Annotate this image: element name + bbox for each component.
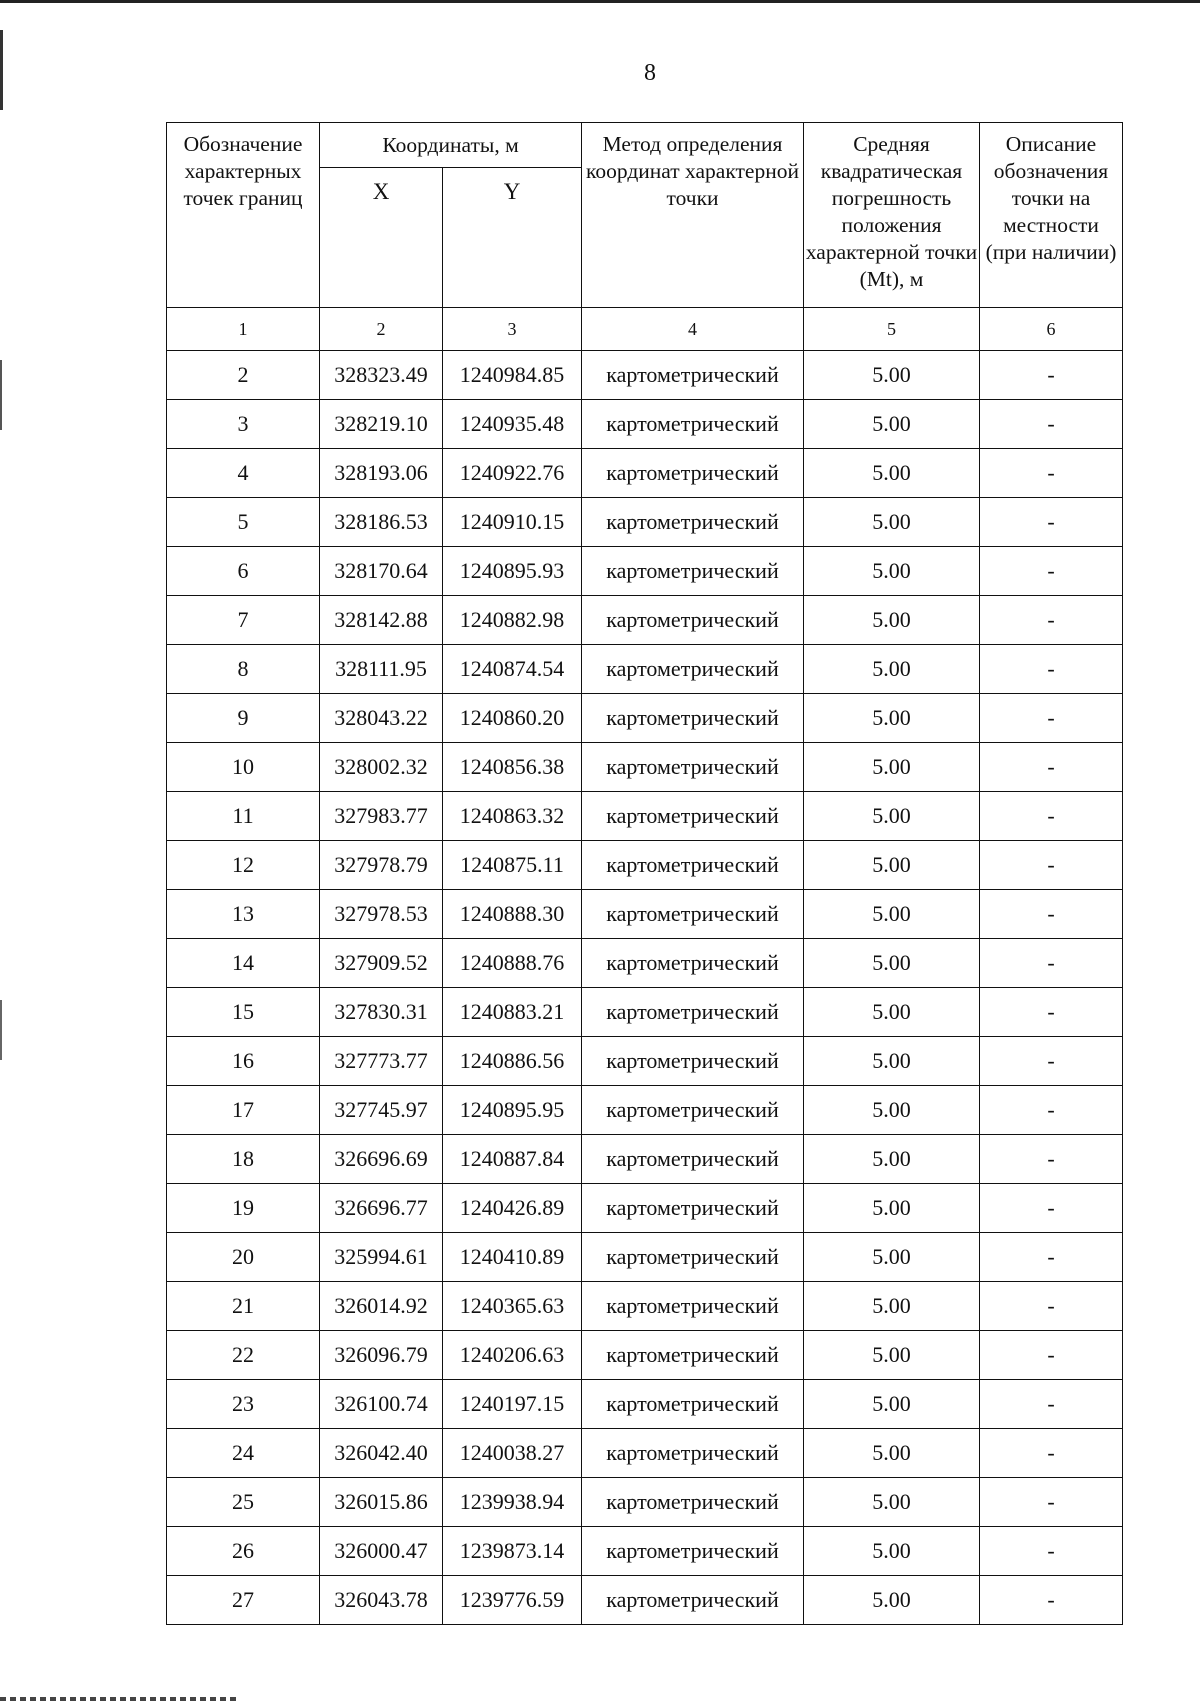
y-coordinate-cell: 1240887.84 <box>443 1135 582 1184</box>
point-cell: 17 <box>167 1086 320 1135</box>
method-cell: картометрический <box>582 1429 804 1478</box>
header-error: Средняя квадратическая погрешность положения характерной точки (Mt), м <box>804 123 980 308</box>
method-cell: картометрический <box>582 1233 804 1282</box>
x-coordinate-cell: 328111.95 <box>320 645 443 694</box>
error-cell: 5.00 <box>804 743 980 792</box>
table-row <box>167 1576 1123 1625</box>
point-cell: 19 <box>167 1184 320 1233</box>
error-cell: 5.00 <box>804 1478 980 1527</box>
error-cell: 5.00 <box>804 1086 980 1135</box>
point-cell: 5 <box>167 498 320 547</box>
table-row <box>167 400 1123 449</box>
method-cell: картометрический <box>582 890 804 939</box>
error-cell: 5.00 <box>804 645 980 694</box>
x-coordinate-cell: 328219.10 <box>320 400 443 449</box>
description-cell: - <box>980 596 1123 645</box>
error-cell: 5.00 <box>804 1135 980 1184</box>
method-cell: картометрический <box>582 1527 804 1576</box>
x-coordinate-cell: 326042.40 <box>320 1429 443 1478</box>
description-cell: - <box>980 1429 1123 1478</box>
table-row <box>167 1527 1123 1576</box>
point-cell: 18 <box>167 1135 320 1184</box>
description-cell: - <box>980 1184 1123 1233</box>
description-cell: - <box>980 1527 1123 1576</box>
table-row <box>167 547 1123 596</box>
header-x: X <box>320 168 443 308</box>
y-coordinate-cell: 1239938.94 <box>443 1478 582 1527</box>
y-coordinate-cell: 1240197.15 <box>443 1380 582 1429</box>
description-cell: - <box>980 743 1123 792</box>
description-cell: - <box>980 1331 1123 1380</box>
description-cell: - <box>980 351 1123 400</box>
y-coordinate-cell: 1240426.89 <box>443 1184 582 1233</box>
scan-edge-top <box>0 0 1200 3</box>
table-row <box>167 1086 1123 1135</box>
boundary-points-table <box>166 122 1123 1625</box>
error-cell: 5.00 <box>804 351 980 400</box>
y-coordinate-cell: 1240886.56 <box>443 1037 582 1086</box>
method-cell: картометрический <box>582 1135 804 1184</box>
x-coordinate-cell: 326696.77 <box>320 1184 443 1233</box>
point-cell: 15 <box>167 988 320 1037</box>
description-cell: - <box>980 1135 1123 1184</box>
x-coordinate-cell: 327773.77 <box>320 1037 443 1086</box>
error-cell: 5.00 <box>804 498 980 547</box>
x-coordinate-cell: 326043.78 <box>320 1576 443 1625</box>
method-cell: картометрический <box>582 988 804 1037</box>
table-row <box>167 988 1123 1037</box>
table-row <box>167 351 1123 400</box>
x-coordinate-cell: 326100.74 <box>320 1380 443 1429</box>
method-cell: картометрический <box>582 1331 804 1380</box>
description-cell: - <box>980 498 1123 547</box>
table-row <box>167 449 1123 498</box>
point-cell: 23 <box>167 1380 320 1429</box>
header-point: Обозначение характерных точек границ <box>167 123 320 308</box>
error-cell: 5.00 <box>804 596 980 645</box>
y-coordinate-cell: 1240888.30 <box>443 890 582 939</box>
y-coordinate-cell: 1240856.38 <box>443 743 582 792</box>
method-cell: картометрический <box>582 792 804 841</box>
error-cell: 5.00 <box>804 449 980 498</box>
header-coordinates: Координаты, м <box>320 123 582 168</box>
table-row <box>167 498 1123 547</box>
y-coordinate-cell: 1240038.27 <box>443 1429 582 1478</box>
table-row <box>167 1037 1123 1086</box>
description-cell: - <box>980 890 1123 939</box>
error-cell: 5.00 <box>804 1331 980 1380</box>
point-cell: 26 <box>167 1527 320 1576</box>
column-number-row <box>167 308 1123 351</box>
column-number: 1 <box>167 308 320 351</box>
error-cell: 5.00 <box>804 1233 980 1282</box>
header-y: Y <box>443 168 582 308</box>
y-coordinate-cell: 1240895.93 <box>443 547 582 596</box>
point-cell: 22 <box>167 1331 320 1380</box>
table-row <box>167 694 1123 743</box>
x-coordinate-cell: 328323.49 <box>320 351 443 400</box>
method-cell: картометрический <box>582 449 804 498</box>
point-cell: 25 <box>167 1478 320 1527</box>
method-cell: картометрический <box>582 1184 804 1233</box>
x-coordinate-cell: 328186.53 <box>320 498 443 547</box>
method-cell: картометрический <box>582 596 804 645</box>
x-coordinate-cell: 326096.79 <box>320 1331 443 1380</box>
point-cell: 4 <box>167 449 320 498</box>
table-row <box>167 1282 1123 1331</box>
point-cell: 27 <box>167 1576 320 1625</box>
table-row <box>167 890 1123 939</box>
y-coordinate-cell: 1240922.76 <box>443 449 582 498</box>
table-row <box>167 939 1123 988</box>
x-coordinate-cell: 328170.64 <box>320 547 443 596</box>
y-coordinate-cell: 1240895.95 <box>443 1086 582 1135</box>
point-cell: 13 <box>167 890 320 939</box>
method-cell: картометрический <box>582 351 804 400</box>
description-cell: - <box>980 400 1123 449</box>
method-cell: картометрический <box>582 1282 804 1331</box>
description-cell: - <box>980 988 1123 1037</box>
method-cell: картометрический <box>582 400 804 449</box>
error-cell: 5.00 <box>804 547 980 596</box>
y-coordinate-cell: 1240935.48 <box>443 400 582 449</box>
method-cell: картометрический <box>582 1086 804 1135</box>
page-number: 8 <box>644 60 656 86</box>
point-cell: 24 <box>167 1429 320 1478</box>
error-cell: 5.00 <box>804 792 980 841</box>
point-cell: 2 <box>167 351 320 400</box>
method-cell: картометрический <box>582 841 804 890</box>
point-cell: 21 <box>167 1282 320 1331</box>
method-cell: картометрический <box>582 498 804 547</box>
y-coordinate-cell: 1240883.21 <box>443 988 582 1037</box>
column-number: 5 <box>804 308 980 351</box>
x-coordinate-cell: 328002.32 <box>320 743 443 792</box>
point-cell: 7 <box>167 596 320 645</box>
error-cell: 5.00 <box>804 1184 980 1233</box>
point-cell: 11 <box>167 792 320 841</box>
error-cell: 5.00 <box>804 988 980 1037</box>
column-number: 3 <box>443 308 582 351</box>
x-coordinate-cell: 328043.22 <box>320 694 443 743</box>
y-coordinate-cell: 1240863.32 <box>443 792 582 841</box>
table-header <box>167 123 1123 351</box>
x-coordinate-cell: 327983.77 <box>320 792 443 841</box>
table-row <box>167 841 1123 890</box>
table-row <box>167 1184 1123 1233</box>
table-row <box>167 645 1123 694</box>
description-cell: - <box>980 939 1123 988</box>
table-row <box>167 1478 1123 1527</box>
point-cell: 8 <box>167 645 320 694</box>
table-row <box>167 1429 1123 1478</box>
error-cell: 5.00 <box>804 1527 980 1576</box>
scan-edge-left <box>0 1000 2 1060</box>
description-cell: - <box>980 1233 1123 1282</box>
error-cell: 5.00 <box>804 694 980 743</box>
x-coordinate-cell: 325994.61 <box>320 1233 443 1282</box>
description-cell: - <box>980 1380 1123 1429</box>
table-row <box>167 792 1123 841</box>
x-coordinate-cell: 327745.97 <box>320 1086 443 1135</box>
header-method: Метод определения координат характерной точки <box>582 123 804 308</box>
y-coordinate-cell: 1240860.20 <box>443 694 582 743</box>
description-cell: - <box>980 645 1123 694</box>
error-cell: 5.00 <box>804 1037 980 1086</box>
x-coordinate-cell: 328142.88 <box>320 596 443 645</box>
table-row <box>167 596 1123 645</box>
scan-edge-bottom <box>0 1697 240 1701</box>
x-coordinate-cell: 327909.52 <box>320 939 443 988</box>
y-coordinate-cell: 1240365.63 <box>443 1282 582 1331</box>
y-coordinate-cell: 1240875.11 <box>443 841 582 890</box>
point-cell: 12 <box>167 841 320 890</box>
table-row <box>167 1135 1123 1184</box>
error-cell: 5.00 <box>804 1429 980 1478</box>
method-cell: картометрический <box>582 1478 804 1527</box>
method-cell: картометрический <box>582 939 804 988</box>
x-coordinate-cell: 328193.06 <box>320 449 443 498</box>
point-cell: 20 <box>167 1233 320 1282</box>
column-number: 6 <box>980 308 1123 351</box>
table-row <box>167 1233 1123 1282</box>
point-cell: 10 <box>167 743 320 792</box>
x-coordinate-cell: 327978.79 <box>320 841 443 890</box>
description-cell: - <box>980 792 1123 841</box>
y-coordinate-cell: 1240910.15 <box>443 498 582 547</box>
description-cell: - <box>980 1282 1123 1331</box>
error-cell: 5.00 <box>804 1282 980 1331</box>
y-coordinate-cell: 1240410.89 <box>443 1233 582 1282</box>
error-cell: 5.00 <box>804 890 980 939</box>
x-coordinate-cell: 326696.69 <box>320 1135 443 1184</box>
header-description: Описание обозначения точки на местности (при наличии) <box>980 123 1123 308</box>
description-cell: - <box>980 547 1123 596</box>
y-coordinate-cell: 1240888.76 <box>443 939 582 988</box>
scan-edge-left <box>0 360 2 430</box>
y-coordinate-cell: 1240874.54 <box>443 645 582 694</box>
method-cell: картометрический <box>582 645 804 694</box>
y-coordinate-cell: 1239873.14 <box>443 1527 582 1576</box>
point-cell: 6 <box>167 547 320 596</box>
point-cell: 16 <box>167 1037 320 1086</box>
description-cell: - <box>980 1086 1123 1135</box>
description-cell: - <box>980 1037 1123 1086</box>
method-cell: картометрический <box>582 547 804 596</box>
method-cell: картометрический <box>582 743 804 792</box>
error-cell: 5.00 <box>804 939 980 988</box>
method-cell: картометрический <box>582 1576 804 1625</box>
method-cell: картометрический <box>582 694 804 743</box>
table-row <box>167 1331 1123 1380</box>
error-cell: 5.00 <box>804 1576 980 1625</box>
x-coordinate-cell: 327830.31 <box>320 988 443 1037</box>
x-coordinate-cell: 326015.86 <box>320 1478 443 1527</box>
error-cell: 5.00 <box>804 400 980 449</box>
y-coordinate-cell: 1240882.98 <box>443 596 582 645</box>
table-row <box>167 1380 1123 1429</box>
column-number: 4 <box>582 308 804 351</box>
method-cell: картометрический <box>582 1037 804 1086</box>
x-coordinate-cell: 326000.47 <box>320 1527 443 1576</box>
description-cell: - <box>980 1576 1123 1625</box>
x-coordinate-cell: 327978.53 <box>320 890 443 939</box>
error-cell: 5.00 <box>804 1380 980 1429</box>
description-cell: - <box>980 1478 1123 1527</box>
table-body <box>167 351 1123 1625</box>
point-cell: 3 <box>167 400 320 449</box>
point-cell: 9 <box>167 694 320 743</box>
description-cell: - <box>980 841 1123 890</box>
error-cell: 5.00 <box>804 841 980 890</box>
description-cell: - <box>980 449 1123 498</box>
method-cell: картометрический <box>582 1380 804 1429</box>
description-cell: - <box>980 694 1123 743</box>
point-cell: 14 <box>167 939 320 988</box>
table-row <box>167 743 1123 792</box>
y-coordinate-cell: 1240206.63 <box>443 1331 582 1380</box>
column-number: 2 <box>320 308 443 351</box>
y-coordinate-cell: 1239776.59 <box>443 1576 582 1625</box>
x-coordinate-cell: 326014.92 <box>320 1282 443 1331</box>
y-coordinate-cell: 1240984.85 <box>443 351 582 400</box>
